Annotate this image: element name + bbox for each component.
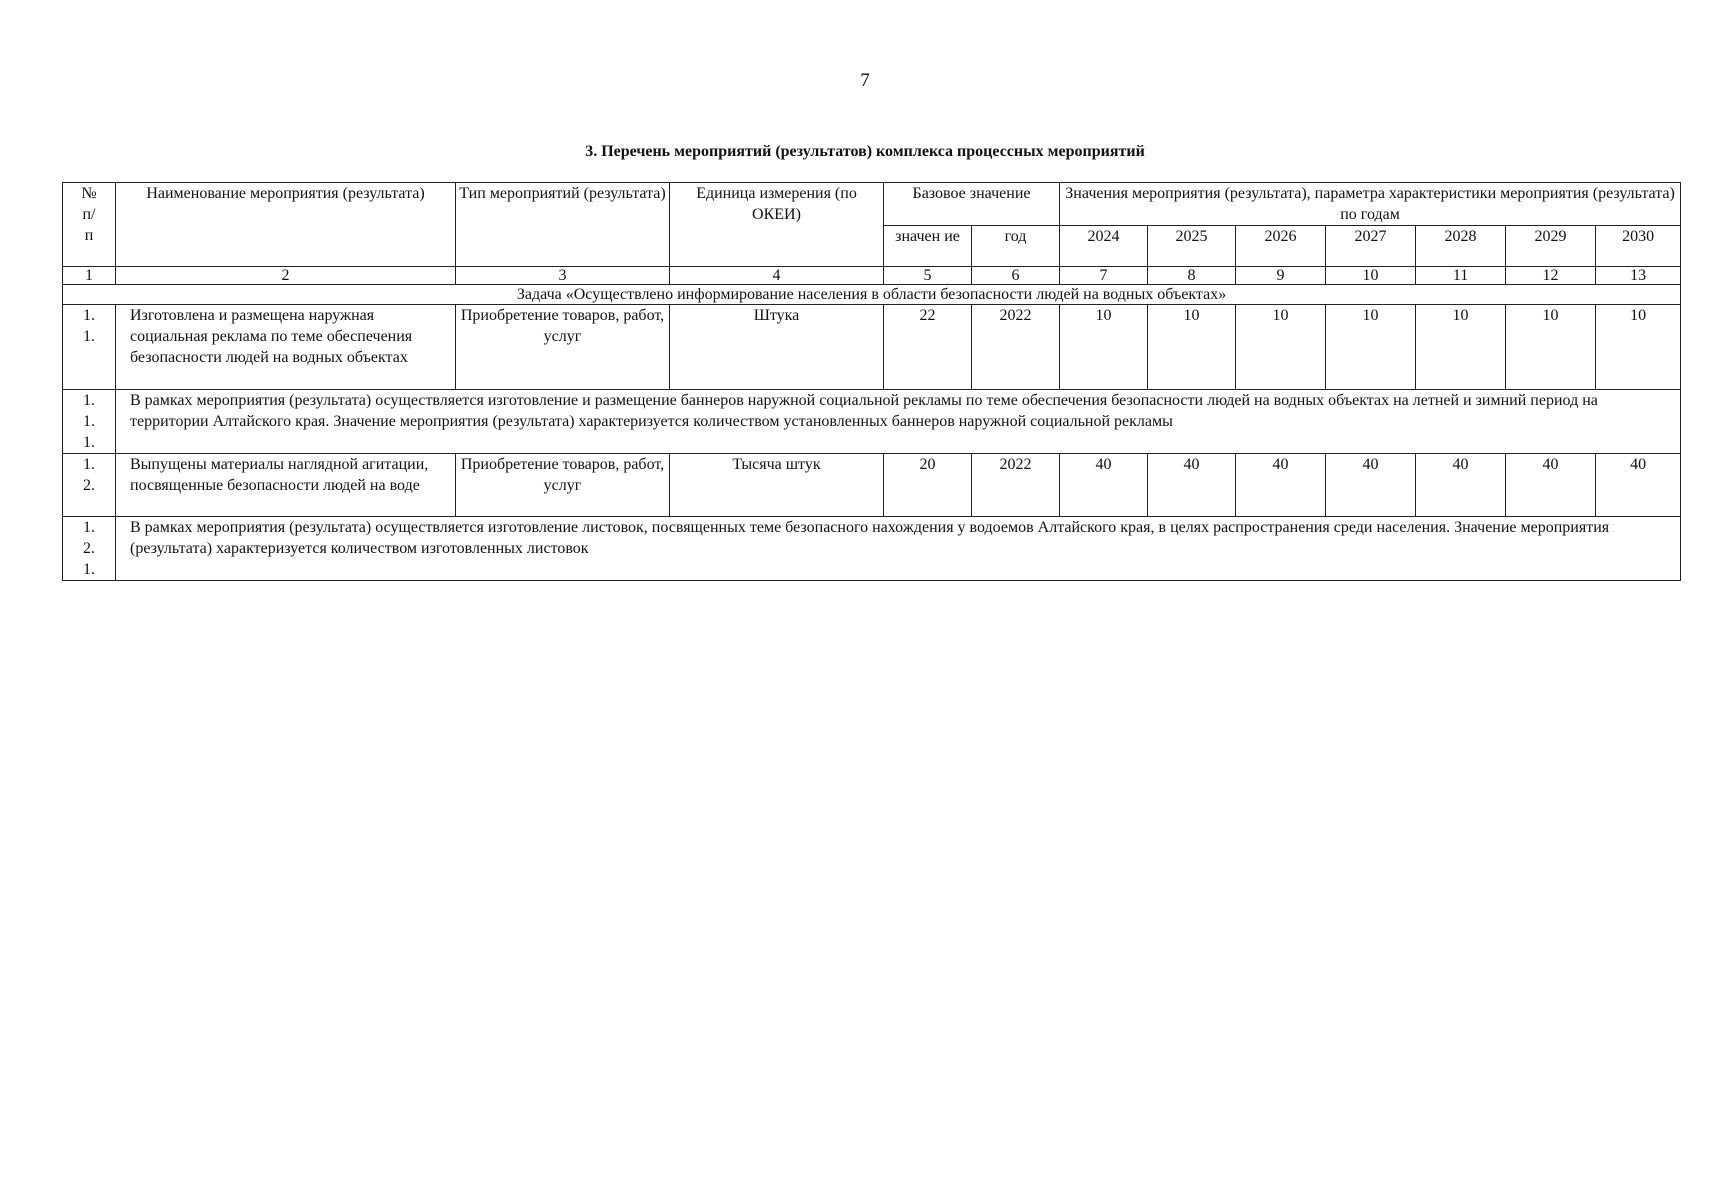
- row-number: 1. 2. 1.: [63, 517, 116, 581]
- column-number: 8: [1148, 267, 1236, 285]
- table-row: [63, 454, 1681, 517]
- year-value: 40: [1416, 454, 1506, 517]
- year-value: 40: [1596, 454, 1681, 517]
- header-base-year: год: [972, 226, 1060, 267]
- task-title: Задача «Осуществлено информирование населения в области безопасности людей на водных объектах»: [63, 285, 1681, 305]
- header-year: 2026: [1236, 226, 1326, 267]
- year-value: 10: [1236, 305, 1326, 390]
- measure-unit: Тысяча штук: [670, 454, 884, 517]
- year-value: 40: [1148, 454, 1236, 517]
- column-number: 9: [1236, 267, 1326, 285]
- header-base-value: значен ие: [884, 226, 972, 267]
- table-row-description: [63, 390, 1681, 454]
- header-values-by-year: Значения мероприятия (результата), параметра характеристики мероприятия (результата) по годам: [1060, 183, 1681, 226]
- header-year: 2024: [1060, 226, 1148, 267]
- row-number: 1. 1. 1.: [63, 390, 116, 454]
- header-base: Базовое значение: [884, 183, 1060, 226]
- base-year: 2022: [972, 454, 1060, 517]
- header-year: 2027: [1326, 226, 1416, 267]
- header-year: 2030: [1596, 226, 1681, 267]
- column-number: 1: [63, 267, 116, 285]
- page-number: 7: [860, 70, 870, 91]
- year-value: 10: [1596, 305, 1681, 390]
- column-number: 12: [1506, 267, 1596, 285]
- measure-type: Приобретение товаров, работ, услуг: [456, 454, 670, 517]
- measures-table: [62, 182, 1681, 581]
- header-year: 2025: [1148, 226, 1236, 267]
- row-number: 1. 2.: [63, 454, 116, 517]
- header-unit: Единица измерения (по ОКЕИ): [670, 183, 884, 267]
- year-value: 40: [1060, 454, 1148, 517]
- column-number: 5: [884, 267, 972, 285]
- header-num: № п/ п: [63, 183, 116, 267]
- measure-name: Изготовлена и размещена наружная социальная реклама по теме обеспечения безопасности людей на водных объектах: [116, 305, 456, 390]
- column-number: 6: [972, 267, 1060, 285]
- column-number: 11: [1416, 267, 1506, 285]
- table-row: [63, 305, 1681, 390]
- base-value: 20: [884, 454, 972, 517]
- column-numbers-row: [63, 267, 1681, 285]
- year-value: 40: [1506, 454, 1596, 517]
- year-value: 40: [1236, 454, 1326, 517]
- header-name: Наименование мероприятия (результата): [116, 183, 456, 267]
- base-value: 22: [884, 305, 972, 390]
- measure-type: Приобретение товаров, работ, услуг: [456, 305, 670, 390]
- year-value: 10: [1060, 305, 1148, 390]
- base-year: 2022: [972, 305, 1060, 390]
- year-value: 10: [1326, 305, 1416, 390]
- header-type: Тип мероприятий (результата): [456, 183, 670, 267]
- year-value: 40: [1326, 454, 1416, 517]
- document-title: 3. Перечень мероприятий (результатов) комплекса процессных мероприятий: [585, 143, 1145, 160]
- header-year: 2028: [1416, 226, 1506, 267]
- column-number: 4: [670, 267, 884, 285]
- column-number: 7: [1060, 267, 1148, 285]
- measure-unit: Штука: [670, 305, 884, 390]
- task-row: [63, 285, 1681, 305]
- header-year: 2029: [1506, 226, 1596, 267]
- year-value: 10: [1416, 305, 1506, 390]
- column-number: 2: [116, 267, 456, 285]
- measure-description: В рамках мероприятия (результата) осуществляется изготовление и размещение баннеров наружной социальной рекламы по теме обеспечения безопасности людей на водных объектах на летней и зимний период на территории Алтайского края. Значение мероприятия (результата) характеризуется количеством установленных баннеров наружной социальной рекламы: [116, 390, 1681, 454]
- measure-name: Выпущены материалы наглядной агитации, посвященные безопасности людей на воде: [116, 454, 456, 517]
- column-number: 3: [456, 267, 670, 285]
- column-number: 13: [1596, 267, 1681, 285]
- year-value: 10: [1506, 305, 1596, 390]
- year-value: 10: [1148, 305, 1236, 390]
- table-row-description: [63, 517, 1681, 581]
- row-number: 1. 1.: [63, 305, 116, 390]
- measure-description: В рамках мероприятия (результата) осуществляется изготовление листовок, посвященных теме безопасного нахождения у водоемов Алтайского края, в целях распространения среди населения. Значение мероприятия (результата) характеризуется количеством изготовленных листовок: [116, 517, 1681, 581]
- column-number: 10: [1326, 267, 1416, 285]
